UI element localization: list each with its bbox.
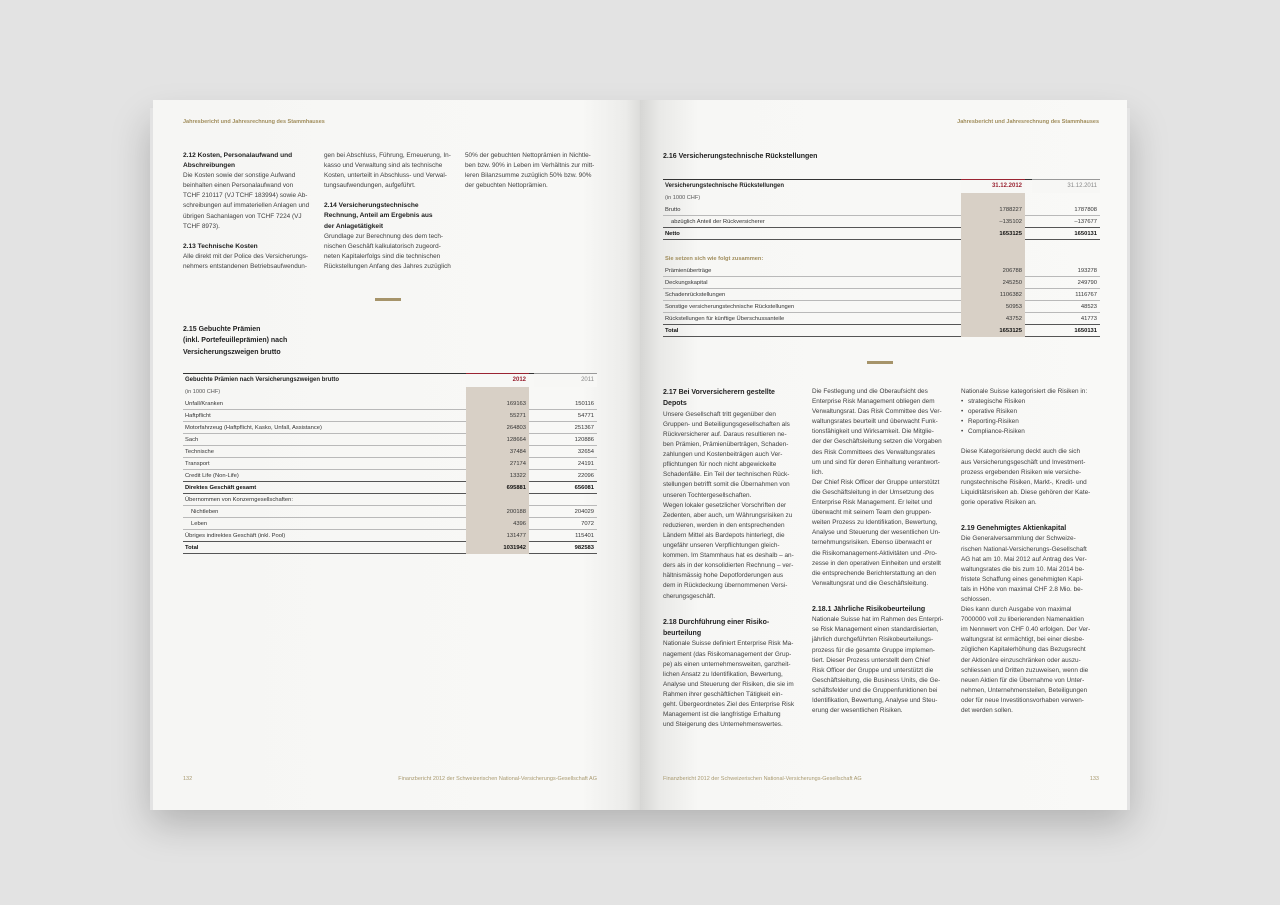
paragraph-line: Die Generalversammlung der Schweize-: [961, 535, 1076, 543]
heading-2-18-1: 2.18.1 Jährliche Risikobeurteilung: [812, 605, 926, 613]
paragraph-line: tionsfähigkeit und Wirksamkeit. Die Mitglie-: [812, 428, 934, 436]
paragraph-line: Analyse und Steuerung der wesentlichen Un-: [812, 529, 941, 537]
paragraph-line: pflichtungen für noch nicht abgewickelte: [663, 461, 777, 469]
table-row-total: Total 1653125 1650131: [663, 325, 1100, 337]
table-header: [663, 179, 1100, 193]
table-row: Unfall/Kranken 169163 150116: [183, 398, 597, 410]
paragraph-line: dem in Rückdeckung übernommenen Versi-: [663, 582, 788, 590]
running-head: Jahresbericht und Jahresrechnung des Stammhauses: [183, 119, 325, 125]
paragraph-line: pe) als einen unternehmensweiten, ganzheit-: [663, 660, 791, 668]
paragraph-line: Diese Kategorisierung deckt auch die sich: [961, 448, 1081, 456]
table-row: Technische 37484 32654: [183, 446, 597, 458]
paragraph-line: Rückstellungen Anfang des Jahres zuzüglich: [324, 262, 451, 270]
table-row: Motorfahrzeug (Haftpflicht, Kasko, Unfall, Assistance) 264803 251367: [183, 422, 597, 434]
table-row-net: Netto 1653125 1650131: [663, 228, 1100, 240]
paragraph-line: Rückversicherer auf. Daraus resultieren ne-: [663, 431, 787, 438]
heading-2-14: 2.14 Versicherungstechnische: [324, 202, 419, 210]
table-row-total: Total 1031942 982583: [183, 542, 597, 554]
paragraph-line: die Geschäftsleitung in der Umsetzung des: [812, 488, 934, 496]
table-row: Sach 128664 120886: [183, 434, 597, 446]
paragraph-line: Nationale Suisse definiert Enterprise Risk Ma-: [663, 640, 794, 648]
list-item: • strategische Risiken: [961, 397, 1100, 407]
paragraph-line: ben Prämien, Prämienüberträgen, Schaden-: [663, 441, 789, 449]
paragraph-line: Wegen lokaler gesetzlicher Vorschriften der: [663, 501, 787, 509]
table-row: Leben 4396 7072: [183, 518, 597, 530]
list-item: • Compliance-Risiken: [961, 427, 1100, 437]
heading-block-2-16: [663, 151, 963, 162]
heading-2-12: 2.12 Kosten, Personalaufwand und: [183, 152, 293, 159]
paragraph-line: aus Versicherungsgeschäft und Investment-: [961, 458, 1086, 466]
table-section-label: Sie setzen sich wie folgt zusammen:: [663, 253, 1100, 265]
paragraph-line: Identifikation, Bewertung, Analyse und Steu-: [812, 697, 938, 705]
page-number: 133: [1089, 776, 1099, 782]
column-1: [663, 387, 801, 730]
heading-2-16: 2.16 Versicherungstechnische Rückstellungen: [663, 153, 818, 160]
paragraph-line: rungstechnische Risiken, Markt-, Kredit- und: [961, 478, 1087, 486]
page-footer: Finanzbericht 2012 der Schweizerischen National-Versicherungs-Gesellschaft AG: [663, 776, 862, 782]
paragraph-line: 7000000 voll zu liberierenden Namenaktien: [961, 616, 1084, 624]
paragraph-line: Rahmen ihrer geschäftlichen Tätigkeit ein-: [663, 690, 783, 698]
paragraph-line: Die Kosten sowie der sonstige Aufwand: [183, 172, 296, 180]
paragraph-line: um und sind für deren Einhaltung verantwort-: [812, 458, 940, 466]
table-section-label: Übernommen von Konzerngesellschaften:: [183, 494, 597, 506]
paragraph-line: TCHF 210117 (VJ TCHF 183994) sowie Ab-: [183, 192, 308, 200]
running-head: Jahresbericht und Jahresrechnung des Stammhauses: [957, 119, 1099, 125]
paragraph-line: waltungsrat ist ermächtigt, bei einer diesbe-: [961, 636, 1085, 644]
paragraph-line: beinhalten einen Personalaufwand von: [183, 182, 294, 190]
heading-block-2-15: [183, 324, 343, 358]
paragraph-line: die Risikomanagement-Aktivitäten und -Pro-: [812, 549, 938, 557]
table-row: Übriges indirektes Geschäft (inkl. Pool) 131477 115401: [183, 530, 597, 542]
paragraph-line: Nationale Suisse kategorisiert die Risiken in:: [961, 388, 1088, 395]
heading-2-15-line3: Versicherungszweigen brutto: [183, 348, 281, 356]
paragraph-line: gen bei Abschluss, Führung, Erneuerung, In-: [324, 152, 451, 159]
col-header-2011: 2011: [534, 373, 597, 387]
paragraph-line: waltungsrates die bis zum 10. Mai 2014 be-: [961, 565, 1085, 573]
page-number: 132: [183, 776, 193, 782]
paragraph-line: Kosten, unterteilt in Abschluss- und Verwal-: [324, 172, 447, 180]
paragraph-line: oder für neue Investitionsvorhaben verwen-: [961, 696, 1084, 704]
left-page: [153, 100, 640, 810]
list-item: • operative Risiken: [961, 407, 1100, 417]
paragraph-line: Verwaltungsrat. Das Risk Committee des Ver-: [812, 408, 942, 416]
paragraph-line: neten Kapitalerfolgs sind die technischen: [324, 252, 441, 260]
paragraph-line: tiert. Dieser Prozess unterstellt dem Chief: [812, 656, 930, 664]
column-2: [812, 387, 950, 716]
paragraph-line: ternehmungsrisiken. Ebenso überwacht er: [812, 539, 932, 547]
table-row: Credit Life (Non-Life) 13322 22096: [183, 470, 597, 482]
col-header-2012: 2012: [466, 373, 529, 387]
table-header: [183, 373, 597, 387]
heading-2-15: 2.15 Gebuchte Prämien: [183, 326, 261, 333]
paragraph-line: Risk Officer der Gruppe und unterstützt die: [812, 666, 934, 674]
paragraph-line: nischen Geschäft kalkulatorisch zugeord-: [324, 242, 441, 250]
paragraph-line: reduzieren, werden in den entsprechenden: [663, 521, 785, 529]
paragraph-line: zesse in den operativen Einheiten und erstellt: [812, 559, 941, 567]
paragraph-line: Grundlage zur Berechnung des dem tech-: [324, 232, 444, 240]
paragraph-line: erung der wesentlichen Risiken.: [812, 707, 903, 715]
paragraph-line: geht. Übergeordnetes Ziel des Enterprise Risk: [663, 700, 795, 708]
paragraph-line: rischen National-Versicherungs-Gesellschaft: [961, 545, 1087, 553]
table-row: Prämienüberträge 206788 193278: [663, 265, 1100, 277]
heading-2-12-line2: Abschreibungen: [183, 162, 236, 170]
paragraph-line: die entsprechende Berichterstattung an den: [812, 569, 936, 577]
paragraph-line: überwacht mit seinem Team den gruppen-: [812, 509, 932, 517]
paragraph-line: lichen Ansatz zu Identifikation, Bewertung,: [663, 670, 783, 678]
paragraph-line: Der Chief Risk Officer der Gruppe unterstützt: [812, 478, 940, 486]
paragraph-line: übrigen Sachanlagen von TCHF 7224 (VJ: [183, 212, 302, 220]
paragraph-line: jährlich durchgeführten Risikobeurteilungs-: [812, 636, 934, 644]
table-row: Deckungskapital 245250 249790: [663, 277, 1100, 289]
paragraph-line: waltungsrates beurteilt und überwacht Funk-: [812, 418, 938, 426]
heading-2-19: 2.19 Genehmigtes Aktienkapital: [961, 525, 1067, 533]
paragraph-line: Enterprise Risk Management. Er leitet und: [812, 499, 933, 507]
section-divider: [375, 298, 401, 301]
paragraph-line: schlossen.: [961, 596, 992, 603]
premium-table: [183, 373, 597, 554]
paragraph-line: fristete Schaffung eines genehmigten Kapi-: [961, 575, 1084, 583]
paragraph-line: des Risk Committees des Verwaltungsrates: [812, 448, 936, 456]
paragraph-line: der gebuchten Nettoprämien.: [465, 182, 548, 190]
col-header-2011: 31.12.2011: [1032, 179, 1100, 193]
column-1: [183, 151, 313, 272]
paragraph-line: unseren Tochtergesellschaften.: [663, 491, 752, 499]
paragraph-line: ben bzw. 90% in Leben im Verhältnis zur mitt-: [465, 162, 595, 170]
paragraph-line: schreibungen auf immateriellen Anlagen und: [183, 202, 310, 210]
paragraph-line: prozess für die gesamte Gruppe implemen-: [812, 646, 935, 654]
paragraph-line: Nationale Suisse hat im Rahmen des Enterpri-: [812, 616, 944, 624]
paragraph-line: Management ist die langfristige Erhaltung: [663, 711, 781, 719]
list-item: • Reporting-Risiken: [961, 417, 1100, 427]
paragraph-line: Geschäftsleitung, die Business Units, die Ge-: [812, 676, 941, 684]
paragraph-line: kommen. Im Stammhaus hat es deshalb – an-: [663, 552, 794, 560]
paragraph-line: Dies kann durch Ausgabe von maximal: [961, 606, 1072, 614]
paragraph-line: kasso und Verwaltung sind als technische: [324, 162, 443, 170]
paragraph-line: Enterprise Risk Management obliegen dem: [812, 398, 935, 406]
paragraph-line: gorie operative Risiken an.: [961, 498, 1037, 506]
paragraph-line: neuen Aktien für die Übernahme von Unter-: [961, 676, 1085, 684]
paragraph-line: Alle direkt mit der Police des Versicherungs-: [183, 252, 309, 260]
heading-2-18-line2: beurteilung: [663, 630, 702, 637]
paragraph-line: schäftsfelder und die Gruppenfunktionen bei: [812, 686, 938, 694]
paragraph-line: hältnismässig hohe Depotforderungen aus: [663, 572, 784, 580]
paragraph-line: ungefähr unseren Verpflichtungen gleich-: [663, 542, 780, 550]
paragraph-line: nehmen, Unternehmensteilen, Beteiligungen: [961, 686, 1088, 694]
paragraph-line: Schadenfälle. Ein Teil der technischen Rück-: [663, 471, 790, 479]
section-divider: [867, 361, 893, 364]
paragraph-line: se Risk Management einen standardisierten,: [812, 626, 939, 634]
paragraph-line: prozess ergebenden Risiken wie versiche-: [961, 468, 1082, 476]
heading-2-14-line2: Rechnung, Anteil am Ergebnis aus: [324, 212, 433, 220]
paragraph-line: Zedenten, aber auch, um Währungsrisiken zu: [663, 511, 793, 519]
paragraph-line: der Aktionäre einzuschränken oder auszu-: [961, 656, 1081, 664]
paragraph-line: weiten Prozess zu Identifikation, Bewertung,: [812, 519, 938, 527]
paragraph-line: TCHF 8973).: [183, 222, 220, 230]
paragraph-line: Liquiditätsrisiken ab. Diese gehören der Kate-: [961, 488, 1091, 496]
column-2: [324, 151, 455, 272]
paragraph-line: AG hat am 10. Mai 2012 auf Antrag des Ver-: [961, 555, 1087, 563]
table-row: Brutto 1788227 1787808: [663, 204, 1100, 216]
paragraph-line: ders als in der konsolidierten Rechnung – ver-: [663, 562, 794, 570]
heading-2-13: 2.13 Technische Kosten: [183, 242, 258, 250]
table-title: Versicherungstechnische Rückstellungen: [665, 183, 785, 189]
heading-2-18: 2.18 Durchführung einer Risiko-: [663, 618, 770, 626]
paragraph-line: Ländern Mittel als Bardepots hinterlegt, die: [663, 531, 785, 539]
paragraph-line: der der Geschäftsleitung setzen die Vorgaben: [812, 438, 942, 446]
paragraph-line: cherungsgeschäft.: [663, 592, 716, 600]
paragraph-line: züglichen Kapitalerhöhung das Bezugsrecht: [961, 646, 1086, 654]
table-row: Transport 27174 24191: [183, 458, 597, 470]
paragraph-line: nehmers entstandenen Betriebsaufwendun-: [183, 262, 307, 270]
table-unit: (in 1000 CHF): [183, 387, 597, 398]
paragraph-line: zahlungen und Kostenbeiträgen auch Ver-: [663, 451, 783, 459]
table-row: Rückstellungen für künftige Überschussanteile 43752 41773: [663, 313, 1100, 325]
paragraph-line: Die Festlegung und die Oberaufsicht des: [812, 388, 928, 395]
paragraph-line: schliessen und Dritten zuzuweisen, wenn die: [961, 666, 1089, 674]
paragraph-line: im Nennwert von CHF 0.40 erfolgen. Der Ver-: [961, 626, 1091, 634]
heading-2-17: 2.17 Bei Vorversicherern gestellte: [663, 389, 775, 396]
paragraph-line: Gruppen- und Beteiligungsgesellschaften als: [663, 420, 790, 428]
table-row: Schadenrückstellungen 1106382 1116767: [663, 289, 1100, 301]
col-header-2012: 31.12.2012: [961, 179, 1025, 193]
paragraph-line: und Steigerung des Unternehmenswertes.: [663, 721, 783, 729]
table-row: Sonstige versicherungstechnische Rückstellungen 50953 48523: [663, 301, 1100, 313]
table-unit: (in 1000 CHF): [663, 193, 1100, 204]
paragraph-line: tungsaufwendungen, aufgeführt.: [324, 182, 416, 190]
heading-2-17-line2: Depots: [663, 400, 687, 408]
table-row: Nichtleben 200188 204029: [183, 506, 597, 518]
paragraph-line: nagement (das Risikomanagement der Grup-: [663, 650, 792, 658]
paragraph-line: Unsere Gesellschaft tritt gegenüber den: [663, 410, 776, 418]
page-footer: Finanzbericht 2012 der Schweizerischen National-Versicherungs-Gesellschaft AG: [398, 776, 597, 782]
table-row: Haftpflicht 55271 54771: [183, 410, 597, 422]
paragraph-line: 50% der gebuchten Nettoprämien in Nichtle-: [465, 152, 591, 159]
reserves-table: [663, 179, 1100, 337]
paragraph-line: lich.: [812, 468, 824, 476]
column-3: [465, 151, 597, 191]
paragraph-line: stellungen betrifft somit die Übernahmen von: [663, 481, 790, 489]
right-page: [640, 100, 1127, 810]
table-row-subtotal: Direktes Geschäft gesamt 695881 656081: [183, 482, 597, 494]
table-row: abzüglich Anteil der Rückversicherer –135102 –137677: [663, 216, 1100, 228]
heading-2-15-line2: (inkl. Portefeuilleprämien) nach: [183, 337, 288, 345]
paragraph-line: tals in Höhe von maximal CHF 2.8 Mio. be-: [961, 585, 1083, 593]
column-3: [961, 387, 1100, 716]
risk-category-list: [961, 397, 1100, 437]
heading-2-14-line3: der Anlagetätigkeit: [324, 222, 384, 230]
paragraph-line: det werden sollen.: [961, 707, 1013, 715]
paragraph-line: Analyse und Steuerung der Risiken, die sie im: [663, 680, 794, 688]
table-title: Gebuchte Prämien nach Versicherungszweigen brutto: [185, 377, 340, 383]
paragraph-line: leren Bilanzsumme zuzüglich 50% bzw. 90%: [465, 172, 592, 180]
paragraph-line: Verwaltungsrat und die Geschäftsleitung.: [812, 579, 929, 587]
